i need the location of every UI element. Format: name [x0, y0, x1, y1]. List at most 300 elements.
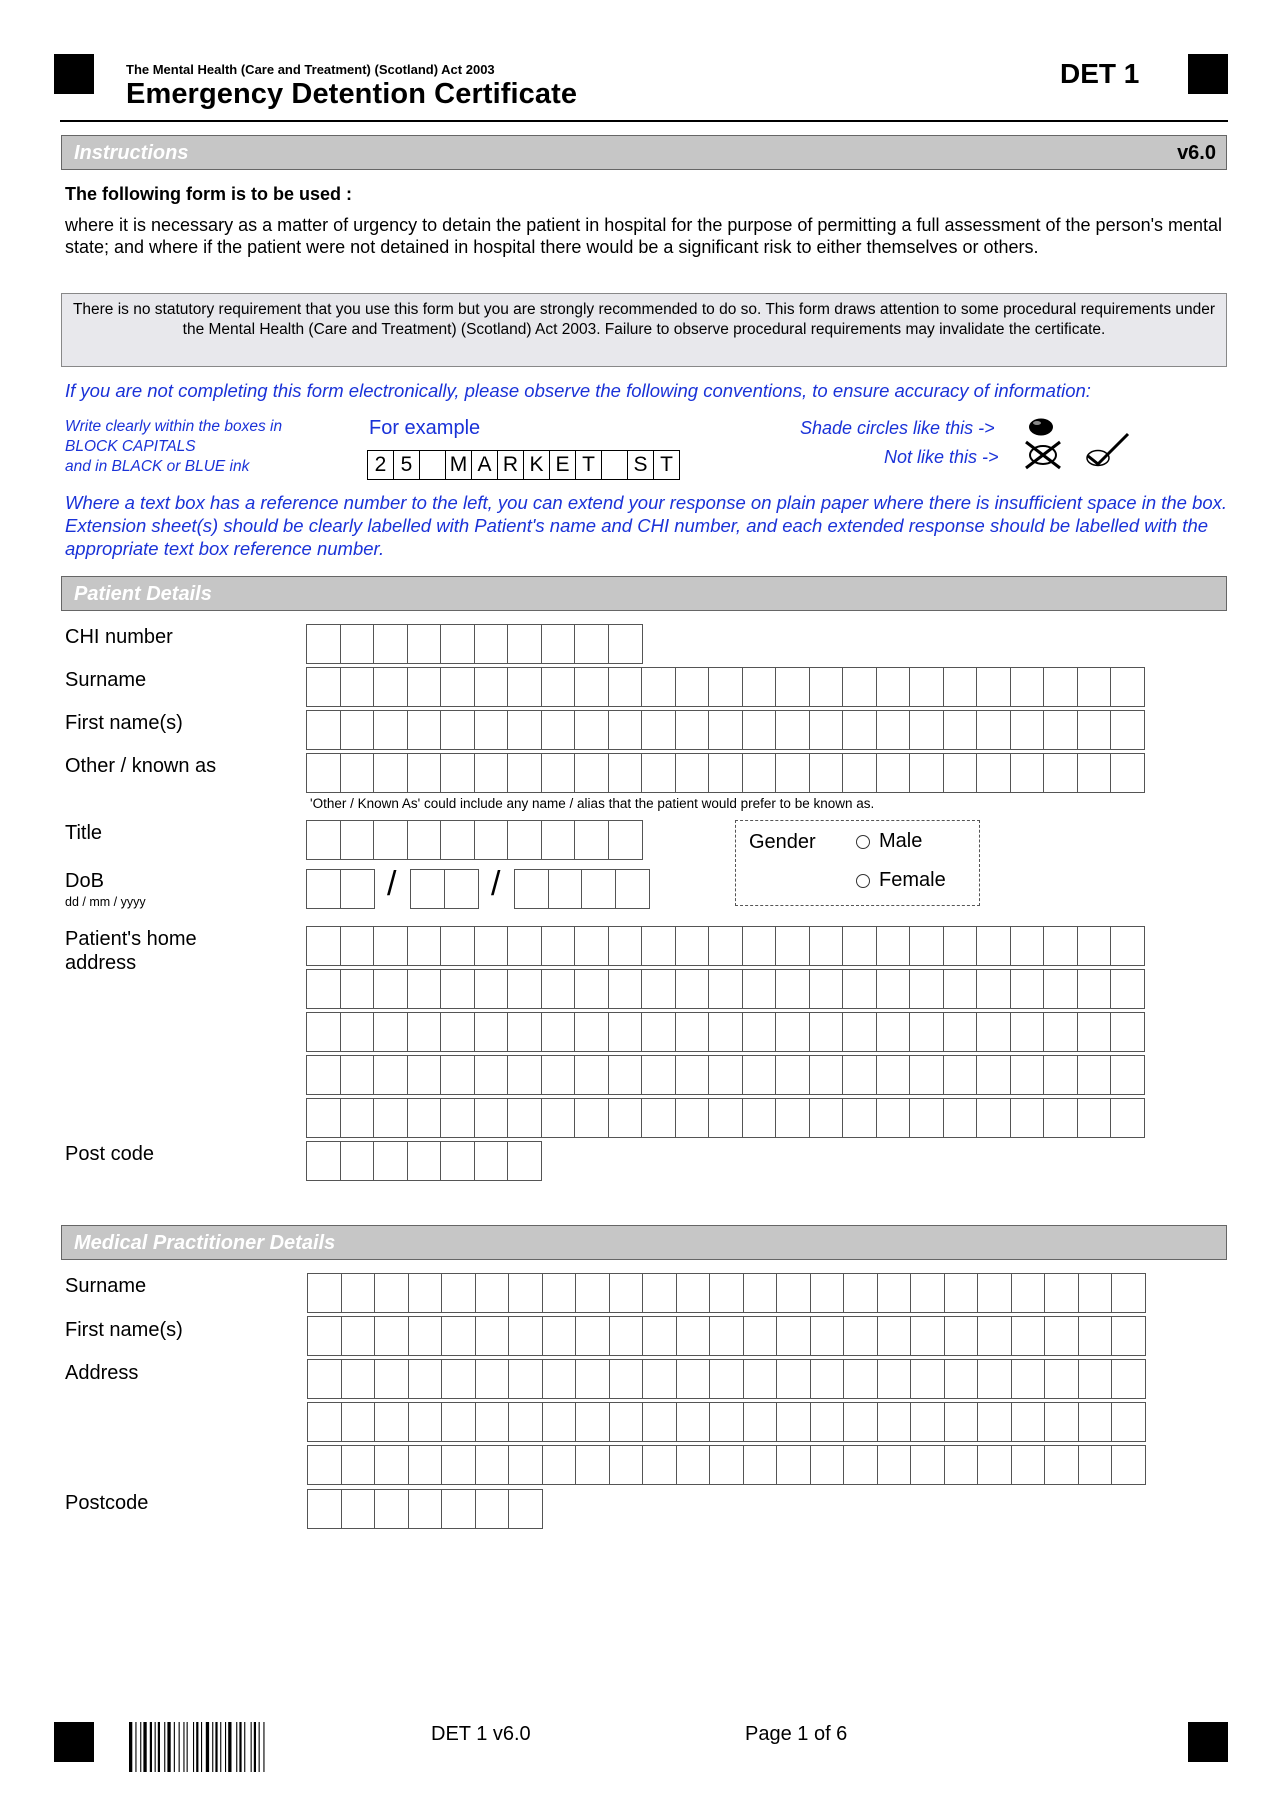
character-box[interactable]: [675, 667, 710, 707]
character-box[interactable]: [508, 1316, 543, 1356]
character-box[interactable]: [1111, 1316, 1146, 1356]
character-box[interactable]: [943, 926, 978, 966]
character-box[interactable]: [444, 869, 479, 909]
character-box[interactable]: [306, 1098, 341, 1138]
character-box[interactable]: [810, 1273, 845, 1313]
character-box[interactable]: [407, 1055, 442, 1095]
character-box[interactable]: [944, 1359, 979, 1399]
character-box[interactable]: [609, 1359, 644, 1399]
character-box[interactable]: [574, 710, 609, 750]
character-box[interactable]: [842, 1098, 877, 1138]
character-box[interactable]: [373, 1012, 408, 1052]
character-box[interactable]: [1110, 1098, 1145, 1138]
character-box[interactable]: [306, 820, 341, 860]
character-box[interactable]: [743, 1273, 778, 1313]
character-box[interactable]: [1077, 926, 1112, 966]
character-box[interactable]: [842, 753, 877, 793]
character-box[interactable]: [440, 1141, 475, 1181]
character-box[interactable]: [575, 1445, 610, 1485]
character-box[interactable]: [742, 1098, 777, 1138]
character-box[interactable]: [842, 710, 877, 750]
character-box[interactable]: [609, 1316, 644, 1356]
character-box[interactable]: [1078, 1273, 1113, 1313]
practitioner-first-names-input[interactable]: [307, 1316, 1145, 1356]
character-box[interactable]: [1078, 1402, 1113, 1442]
character-box[interactable]: [441, 1273, 476, 1313]
character-box[interactable]: [475, 1273, 510, 1313]
character-box[interactable]: [1077, 710, 1112, 750]
character-box[interactable]: [742, 1055, 777, 1095]
character-box[interactable]: [1110, 667, 1145, 707]
character-box[interactable]: [574, 667, 609, 707]
character-box[interactable]: [876, 753, 911, 793]
character-box[interactable]: [475, 1359, 510, 1399]
character-box[interactable]: [743, 1316, 778, 1356]
character-box[interactable]: [574, 753, 609, 793]
dob-month-input[interactable]: [410, 869, 477, 909]
character-box[interactable]: [809, 1055, 844, 1095]
character-box[interactable]: [306, 624, 341, 664]
character-box[interactable]: [1077, 1055, 1112, 1095]
character-box[interactable]: [676, 1359, 711, 1399]
character-box[interactable]: [306, 1055, 341, 1095]
character-box[interactable]: [1043, 753, 1078, 793]
character-box[interactable]: [373, 753, 408, 793]
character-box[interactable]: [810, 1359, 845, 1399]
character-box[interactable]: [776, 1402, 811, 1442]
character-box[interactable]: [373, 710, 408, 750]
character-box[interactable]: [306, 969, 341, 1009]
character-box[interactable]: [842, 667, 877, 707]
gender-female-radio[interactable]: [856, 874, 870, 888]
character-box[interactable]: [307, 1489, 342, 1529]
character-box[interactable]: [615, 869, 650, 909]
character-box[interactable]: [876, 710, 911, 750]
character-box[interactable]: [374, 1273, 409, 1313]
character-box[interactable]: [341, 1273, 376, 1313]
character-box[interactable]: [609, 1273, 644, 1313]
character-box[interactable]: [943, 1012, 978, 1052]
character-box[interactable]: [440, 820, 475, 860]
character-box[interactable]: [341, 1359, 376, 1399]
character-box[interactable]: [340, 869, 375, 909]
character-box[interactable]: [408, 1489, 443, 1529]
character-box[interactable]: [742, 1012, 777, 1052]
character-box[interactable]: [1110, 1055, 1145, 1095]
character-box[interactable]: [708, 1012, 743, 1052]
character-box[interactable]: [340, 624, 375, 664]
character-box[interactable]: [307, 1402, 342, 1442]
character-box[interactable]: [507, 820, 542, 860]
character-box[interactable]: [407, 969, 442, 1009]
character-box[interactable]: [1078, 1445, 1113, 1485]
character-box[interactable]: [842, 1012, 877, 1052]
character-box[interactable]: [775, 1012, 810, 1052]
character-box[interactable]: [407, 624, 442, 664]
character-box[interactable]: [1010, 1098, 1045, 1138]
character-box[interactable]: [542, 1273, 577, 1313]
character-box[interactable]: [341, 1445, 376, 1485]
character-box[interactable]: [743, 1445, 778, 1485]
character-box[interactable]: [909, 1055, 944, 1095]
character-box[interactable]: [742, 667, 777, 707]
character-box[interactable]: [474, 710, 509, 750]
character-box[interactable]: [474, 667, 509, 707]
character-box[interactable]: [507, 1141, 542, 1181]
character-box[interactable]: [373, 624, 408, 664]
character-box[interactable]: [1011, 1316, 1046, 1356]
character-box[interactable]: [374, 1316, 409, 1356]
character-box[interactable]: [843, 1273, 878, 1313]
character-box[interactable]: [474, 820, 509, 860]
character-box[interactable]: [1043, 1012, 1078, 1052]
character-box[interactable]: [1043, 710, 1078, 750]
character-box[interactable]: [407, 1141, 442, 1181]
character-box[interactable]: [407, 667, 442, 707]
character-box[interactable]: [574, 1012, 609, 1052]
character-box[interactable]: [775, 1098, 810, 1138]
character-box[interactable]: [1077, 753, 1112, 793]
character-box[interactable]: [440, 667, 475, 707]
character-box[interactable]: [641, 926, 676, 966]
character-box[interactable]: [909, 1098, 944, 1138]
character-box[interactable]: [1043, 667, 1078, 707]
chi-number-input[interactable]: [306, 624, 641, 664]
character-box[interactable]: [943, 1098, 978, 1138]
character-box[interactable]: [474, 1141, 509, 1181]
home-address-line-1-input[interactable]: [306, 926, 1144, 966]
character-box[interactable]: [340, 969, 375, 1009]
character-box[interactable]: [1110, 926, 1145, 966]
character-box[interactable]: [944, 1316, 979, 1356]
character-box[interactable]: [675, 926, 710, 966]
character-box[interactable]: [842, 926, 877, 966]
character-box[interactable]: [709, 1445, 744, 1485]
character-box[interactable]: [943, 969, 978, 1009]
character-box[interactable]: [575, 1402, 610, 1442]
character-box[interactable]: [608, 926, 643, 966]
character-box[interactable]: [876, 1055, 911, 1095]
character-box[interactable]: [809, 667, 844, 707]
character-box[interactable]: [574, 624, 609, 664]
character-box[interactable]: [708, 969, 743, 1009]
character-box[interactable]: [541, 926, 576, 966]
character-box[interactable]: [909, 710, 944, 750]
character-box[interactable]: [709, 1273, 744, 1313]
character-box[interactable]: [341, 1316, 376, 1356]
character-box[interactable]: [374, 1359, 409, 1399]
character-box[interactable]: [1010, 710, 1045, 750]
character-box[interactable]: [373, 1098, 408, 1138]
character-box[interactable]: [641, 1012, 676, 1052]
character-box[interactable]: [608, 820, 643, 860]
character-box[interactable]: [307, 1359, 342, 1399]
character-box[interactable]: [514, 869, 549, 909]
character-box[interactable]: [1010, 1012, 1045, 1052]
character-box[interactable]: [474, 926, 509, 966]
character-box[interactable]: [642, 1359, 677, 1399]
character-box[interactable]: [440, 710, 475, 750]
character-box[interactable]: [440, 624, 475, 664]
character-box[interactable]: [608, 624, 643, 664]
character-box[interactable]: [407, 1098, 442, 1138]
character-box[interactable]: [708, 926, 743, 966]
character-box[interactable]: [1111, 1359, 1146, 1399]
character-box[interactable]: [541, 1055, 576, 1095]
character-box[interactable]: [1110, 1012, 1145, 1052]
character-box[interactable]: [574, 1098, 609, 1138]
character-box[interactable]: [541, 710, 576, 750]
home-address-line-5-input[interactable]: [306, 1098, 1144, 1138]
character-box[interactable]: [1044, 1402, 1079, 1442]
character-box[interactable]: [373, 1055, 408, 1095]
character-box[interactable]: [507, 710, 542, 750]
character-box[interactable]: [742, 926, 777, 966]
character-box[interactable]: [475, 1402, 510, 1442]
character-box[interactable]: [608, 1098, 643, 1138]
character-box[interactable]: [775, 753, 810, 793]
character-box[interactable]: [976, 926, 1011, 966]
character-box[interactable]: [407, 926, 442, 966]
character-box[interactable]: [909, 1012, 944, 1052]
character-box[interactable]: [574, 969, 609, 1009]
character-box[interactable]: [876, 926, 911, 966]
character-box[interactable]: [507, 969, 542, 1009]
character-box[interactable]: [475, 1445, 510, 1485]
character-box[interactable]: [977, 1316, 1012, 1356]
home-address-line-3-input[interactable]: [306, 1012, 1144, 1052]
character-box[interactable]: [474, 753, 509, 793]
character-box[interactable]: [608, 969, 643, 1009]
character-box[interactable]: [809, 969, 844, 1009]
character-box[interactable]: [1011, 1273, 1046, 1313]
character-box[interactable]: [843, 1359, 878, 1399]
character-box[interactable]: [977, 1273, 1012, 1313]
character-box[interactable]: [408, 1316, 443, 1356]
practitioner-address-line-3-input[interactable]: [307, 1445, 1145, 1485]
character-box[interactable]: [410, 869, 445, 909]
character-box[interactable]: [641, 710, 676, 750]
character-box[interactable]: [508, 1402, 543, 1442]
character-box[interactable]: [1110, 969, 1145, 1009]
character-box[interactable]: [910, 1445, 945, 1485]
character-box[interactable]: [743, 1402, 778, 1442]
character-box[interactable]: [877, 1273, 912, 1313]
character-box[interactable]: [306, 926, 341, 966]
character-box[interactable]: [507, 753, 542, 793]
character-box[interactable]: [1044, 1316, 1079, 1356]
gender-male-radio[interactable]: [856, 835, 870, 849]
character-box[interactable]: [340, 820, 375, 860]
character-box[interactable]: [306, 1141, 341, 1181]
character-box[interactable]: [877, 1359, 912, 1399]
character-box[interactable]: [1110, 710, 1145, 750]
first-names-input[interactable]: [306, 710, 1144, 750]
character-box[interactable]: [340, 1098, 375, 1138]
character-box[interactable]: [542, 1445, 577, 1485]
character-box[interactable]: [1044, 1445, 1079, 1485]
character-box[interactable]: [440, 926, 475, 966]
character-box[interactable]: [408, 1402, 443, 1442]
character-box[interactable]: [1111, 1445, 1146, 1485]
character-box[interactable]: [877, 1402, 912, 1442]
practitioner-postcode-input[interactable]: [307, 1489, 542, 1529]
character-box[interactable]: [641, 1055, 676, 1095]
dob-day-input[interactable]: [306, 869, 373, 909]
character-box[interactable]: [709, 1359, 744, 1399]
character-box[interactable]: [876, 667, 911, 707]
other-known-as-input[interactable]: [306, 753, 1144, 793]
home-address-line-4-input[interactable]: [306, 1055, 1144, 1095]
character-box[interactable]: [810, 1445, 845, 1485]
character-box[interactable]: [341, 1489, 376, 1529]
character-box[interactable]: [943, 710, 978, 750]
character-box[interactable]: [541, 820, 576, 860]
character-box[interactable]: [440, 969, 475, 1009]
character-box[interactable]: [1077, 969, 1112, 1009]
character-box[interactable]: [440, 1098, 475, 1138]
surname-input[interactable]: [306, 667, 1144, 707]
character-box[interactable]: [809, 1098, 844, 1138]
character-box[interactable]: [843, 1316, 878, 1356]
character-box[interactable]: [910, 1316, 945, 1356]
character-box[interactable]: [608, 667, 643, 707]
character-box[interactable]: [775, 1055, 810, 1095]
character-box[interactable]: [1011, 1445, 1046, 1485]
character-box[interactable]: [876, 1012, 911, 1052]
character-box[interactable]: [608, 1012, 643, 1052]
patient-postcode-input[interactable]: [306, 1141, 541, 1181]
character-box[interactable]: [307, 1445, 342, 1485]
character-box[interactable]: [541, 624, 576, 664]
character-box[interactable]: [708, 753, 743, 793]
character-box[interactable]: [675, 1055, 710, 1095]
character-box[interactable]: [776, 1445, 811, 1485]
character-box[interactable]: [508, 1489, 543, 1529]
character-box[interactable]: [1010, 753, 1045, 793]
character-box[interactable]: [441, 1489, 476, 1529]
character-box[interactable]: [676, 1445, 711, 1485]
character-box[interactable]: [508, 1445, 543, 1485]
character-box[interactable]: [641, 753, 676, 793]
character-box[interactable]: [507, 1055, 542, 1095]
character-box[interactable]: [574, 1055, 609, 1095]
character-box[interactable]: [441, 1445, 476, 1485]
character-box[interactable]: [976, 710, 1011, 750]
character-box[interactable]: [441, 1316, 476, 1356]
character-box[interactable]: [809, 926, 844, 966]
character-box[interactable]: [742, 969, 777, 1009]
character-box[interactable]: [708, 667, 743, 707]
character-box[interactable]: [943, 1055, 978, 1095]
character-box[interactable]: [575, 1316, 610, 1356]
character-box[interactable]: [408, 1359, 443, 1399]
character-box[interactable]: [542, 1316, 577, 1356]
character-box[interactable]: [642, 1402, 677, 1442]
character-box[interactable]: [641, 667, 676, 707]
character-box[interactable]: [407, 753, 442, 793]
character-box[interactable]: [809, 753, 844, 793]
character-box[interactable]: [910, 1402, 945, 1442]
character-box[interactable]: [374, 1402, 409, 1442]
character-box[interactable]: [842, 969, 877, 1009]
character-box[interactable]: [474, 624, 509, 664]
character-box[interactable]: [306, 753, 341, 793]
character-box[interactable]: [408, 1445, 443, 1485]
character-box[interactable]: [910, 1273, 945, 1313]
character-box[interactable]: [541, 1012, 576, 1052]
character-box[interactable]: [743, 1359, 778, 1399]
character-box[interactable]: [541, 969, 576, 1009]
character-box[interactable]: [944, 1273, 979, 1313]
character-box[interactable]: [1078, 1359, 1113, 1399]
character-box[interactable]: [1044, 1359, 1079, 1399]
character-box[interactable]: [407, 1012, 442, 1052]
character-box[interactable]: [575, 1273, 610, 1313]
title-input[interactable]: [306, 820, 641, 860]
character-box[interactable]: [608, 753, 643, 793]
character-box[interactable]: [542, 1402, 577, 1442]
character-box[interactable]: [541, 667, 576, 707]
character-box[interactable]: [340, 1055, 375, 1095]
character-box[interactable]: [1111, 1273, 1146, 1313]
character-box[interactable]: [708, 710, 743, 750]
character-box[interactable]: [976, 969, 1011, 1009]
character-box[interactable]: [441, 1402, 476, 1442]
character-box[interactable]: [373, 667, 408, 707]
practitioner-address-line-2-input[interactable]: [307, 1402, 1145, 1442]
character-box[interactable]: [776, 1316, 811, 1356]
character-box[interactable]: [507, 667, 542, 707]
character-box[interactable]: [676, 1402, 711, 1442]
character-box[interactable]: [340, 710, 375, 750]
character-box[interactable]: [541, 753, 576, 793]
practitioner-address-line-1-input[interactable]: [307, 1359, 1145, 1399]
character-box[interactable]: [373, 1141, 408, 1181]
character-box[interactable]: [541, 1098, 576, 1138]
character-box[interactable]: [542, 1359, 577, 1399]
character-box[interactable]: [374, 1489, 409, 1529]
character-box[interactable]: [708, 1098, 743, 1138]
character-box[interactable]: [608, 710, 643, 750]
character-box[interactable]: [976, 1098, 1011, 1138]
character-box[interactable]: [775, 667, 810, 707]
character-box[interactable]: [977, 1402, 1012, 1442]
character-box[interactable]: [909, 926, 944, 966]
character-box[interactable]: [407, 820, 442, 860]
character-box[interactable]: [1011, 1402, 1046, 1442]
character-box[interactable]: [1043, 926, 1078, 966]
character-box[interactable]: [675, 1098, 710, 1138]
character-box[interactable]: [574, 820, 609, 860]
character-box[interactable]: [373, 820, 408, 860]
character-box[interactable]: [776, 1359, 811, 1399]
character-box[interactable]: [474, 1098, 509, 1138]
character-box[interactable]: [676, 1273, 711, 1313]
character-box[interactable]: [340, 926, 375, 966]
character-box[interactable]: [408, 1273, 443, 1313]
character-box[interactable]: [1078, 1316, 1113, 1356]
character-box[interactable]: [977, 1445, 1012, 1485]
character-box[interactable]: [642, 1273, 677, 1313]
character-box[interactable]: [574, 926, 609, 966]
character-box[interactable]: [1010, 969, 1045, 1009]
character-box[interactable]: [843, 1445, 878, 1485]
character-box[interactable]: [809, 1012, 844, 1052]
character-box[interactable]: [508, 1273, 543, 1313]
character-box[interactable]: [641, 1098, 676, 1138]
character-box[interactable]: [876, 969, 911, 1009]
